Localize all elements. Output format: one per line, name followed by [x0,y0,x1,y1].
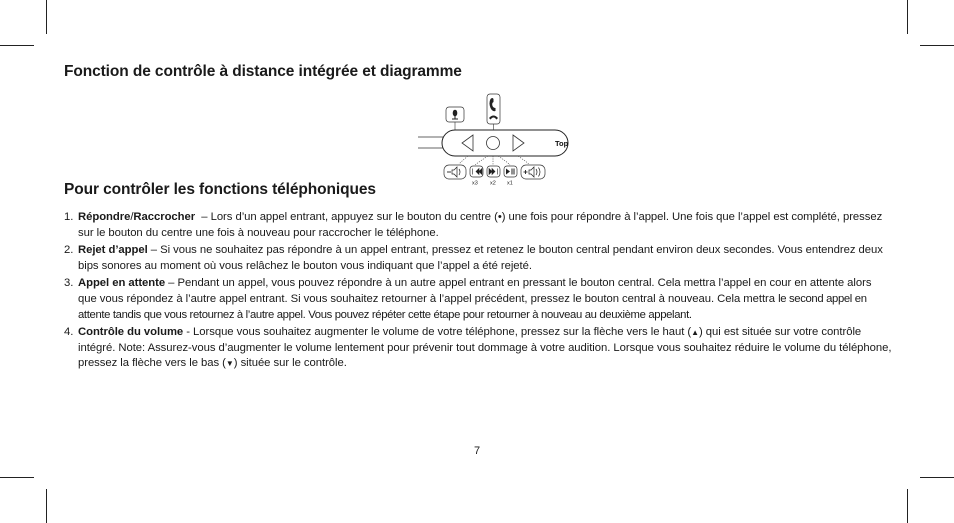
forward-icon [487,166,500,177]
crop-mark-top-right-horizontal [920,45,954,46]
crop-mark-bottom-left-vertical [46,489,47,523]
item-title: Raccrocher [133,211,196,223]
section-title: Fonction de contrôle à distance intégrée et diagramme [64,63,462,80]
crop-mark-bottom-left-horizontal [0,477,34,478]
item-title: Rejet d’appel [78,244,148,257]
item-title: Répondre [78,211,131,223]
phone-icon [487,94,500,124]
list-item: 4. Contrôle du volume - Lorsque vous souhaitez augmenter le volume de votre téléphone, pressez sur la flèche vers le haut (▲) qui est située sur votre contrôle intégré. Note: Assurez-vous d’augmenter le volume lentement pour prévenir tout dommage à votre audition. Lorsque vous souhaitez réduire le volume du téléphone, pressez la flèche vers le bas (▼) située sur le contrôle. [64,326,892,370]
top-label: Top [555,139,569,148]
remote-control-diagram [418,92,573,190]
svg-text:x1: x1 [507,180,513,187]
microphone-icon [446,107,464,122]
play-pause-icon [504,166,517,177]
volume-down-icon [444,165,466,179]
subsection-title: Pour contrôler les fonctions téléphoniques [64,181,376,198]
page-number: 7 [473,445,481,457]
rewind-icon [470,166,483,177]
volume-up-icon [521,165,545,179]
crop-mark-top-left-vertical [46,0,47,34]
crop-mark-top-left-horizontal [0,45,34,46]
svg-text:x3: x3 [472,180,478,187]
instruction-list [64,210,892,374]
item-title: Contrôle du volume [78,326,184,339]
center-dot-symbol: • [497,211,502,223]
crop-mark-top-right-vertical [907,0,908,34]
item-title: Appel en attente [78,277,166,290]
list-item: 3. Appel en attente – Pendant un appel, vous pouvez répondre à un autre appel entrant en pressant le bouton central. Cela mettra l’appel en cour en attente alors que vous répondez à l’autre appel entrant. Si vous souhaitez retourner à l’appel précédent, pressez le bouton central à nouveau. Cela mettra le second appel en attente tandis que vous retournez à l’autre appel. Vous pouvez répéter cette étape pour retourner à nouveau au deuxième appelant. [64,277,872,321]
arrow-down-symbol: ▼ [225,359,234,369]
list-item: 2. Rejet d’appel – Si vous ne souhaitez pas répondre à un appel entrant, pressez et retenez le bouton central pendant environ deux secondes. Vous entendrez deux bips sonores au moment où vous relâchez le bouton vous indiquant que l’appel a été rejeté. [64,244,883,272]
crop-mark-bottom-right-vertical [907,489,908,523]
list-item: 1. Répondre/Raccrocher – Lors d’un appel entrant, appuyez sur le bouton du centre (•) une fois pour répondre à l’appel. Une fois que l’appel est complété, pressez sur le bouton du centre une fois à nouveau pour raccrocher le téléphone. [64,211,883,239]
svg-text:x2: x2 [490,180,496,187]
arrow-up-symbol: ▲ [691,328,699,338]
center-button[interactable] [487,137,500,150]
crop-mark-bottom-right-horizontal [920,477,954,478]
